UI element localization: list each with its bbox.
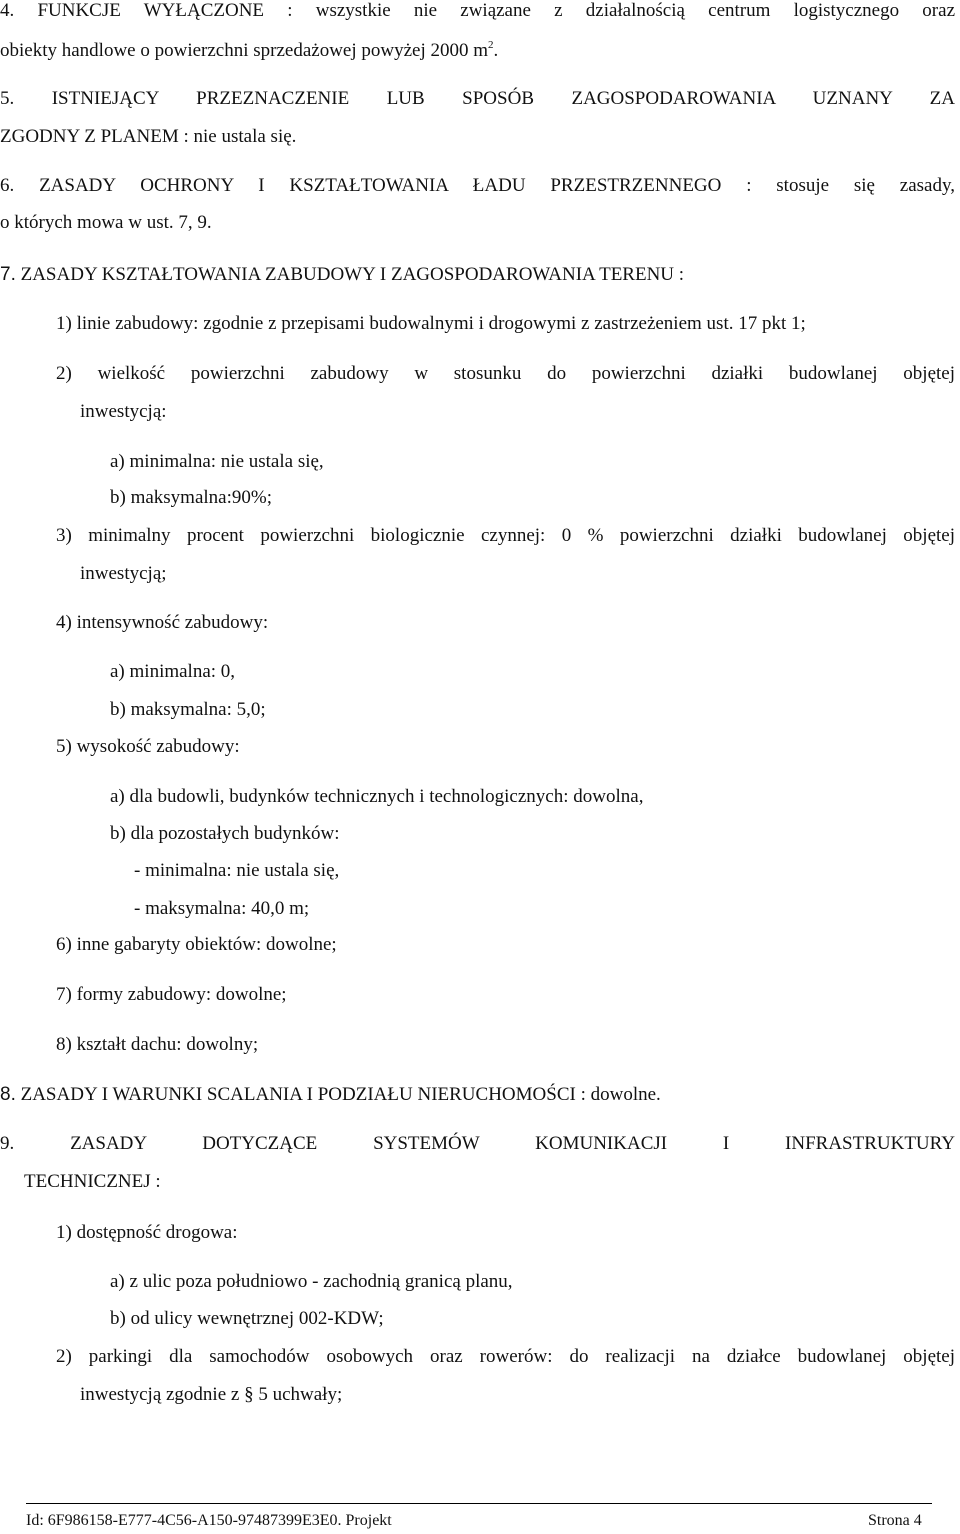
section-9-item-2-line1: 2) parkingi dla samochodów osobowych oraz rowerów: do realizacji na działce budowlanej objętej xyxy=(56,1346,955,1367)
section-7-item-5b-min: - minimalna: nie ustala się, xyxy=(134,860,340,881)
section-6-line2: o których mowa w ust. 7, 9. xyxy=(0,212,212,233)
section-5-number: 5. xyxy=(0,88,15,109)
section-9-item-2-line2: inwestycją zgodnie z § 5 uchwały; xyxy=(80,1384,343,1405)
section-8-heading: ZASADY I WARUNKI SCALANIA I PODZIAŁU NIERUCHOMOŚCI xyxy=(20,1084,576,1105)
section-6-line1: 6. ZASADY OCHRONY I KSZTAŁTOWANIA ŁADU PRZESTRZENNEGO : stosuje się zasady, xyxy=(0,175,955,196)
section-7-item-6: 6) inne gabaryty obiektów: dowolne; xyxy=(56,934,337,955)
footer-page-number: Strona 4 xyxy=(868,1512,922,1529)
section-9-item-1a: a) z ulic poza południowo - zachodnią granicą planu, xyxy=(110,1271,513,1292)
section-7-item-5a: a) dla budowli, budynków technicznych i technologicznych: dowolna, xyxy=(110,786,644,807)
footer-document-id: Id: 6F986158-E777-4C56-A150-97487399E3E0. Projekt xyxy=(26,1512,392,1529)
section-8-text: dowolne. xyxy=(590,1084,661,1105)
section-6-number: 6. xyxy=(0,175,15,196)
section-9-item-1: 1) dostępność drogowa: xyxy=(56,1222,238,1243)
section-6-text: stosuje się zasady, xyxy=(776,175,955,196)
section-4-line2: obiekty handlowe o powierzchni sprzedażowej powyżej 2000 $m^2$. xyxy=(0,39,499,61)
section-7-item-5b-max: - maksymalna: 40,0 m; xyxy=(134,898,310,919)
section-4-number: 4. xyxy=(0,0,15,21)
section-7-item-5b: b) dla pozostałych budynków: xyxy=(110,823,340,844)
section-7-item-4a: a) minimalna: 0, xyxy=(110,661,236,682)
section-7-item-2a: a) minimalna: nie ustala się, xyxy=(110,451,324,472)
section-4-heading: FUNKCJE WYŁĄCZONE xyxy=(37,0,265,21)
section-7-item-2b: b) maksymalna:90%; xyxy=(110,487,272,508)
section-5-heading: ISTNIEJĄCY PRZEZNACZENIE LUB SPOSÓB ZAGOSPODAROWANIA UZNANY ZA xyxy=(51,88,955,109)
section-5-text: nie ustala się. xyxy=(193,126,297,147)
section-5-heading-line1 xyxy=(0,88,955,110)
section-6-heading: ZASADY OCHRONY I KSZTAŁTOWANIA ŁADU PRZESTRZENNEGO xyxy=(39,175,722,196)
section-7-number: 7. xyxy=(0,264,16,285)
section-7-item-1: 1) linie zabudowy: zgodnie z przepisami budowalnymi i drogowymi z zastrzeżeniem ust. 17 pkt 1; xyxy=(56,313,806,334)
section-5-line2: ZGODNY Z PLANEM : nie ustala się. xyxy=(0,126,297,147)
section-7-item-4: 4) intensywność zabudowy: xyxy=(56,612,269,633)
section-7-heading: ZASADY KSZTAŁTOWANIA ZABUDOWY I ZAGOSPODAROWANIA TERENU xyxy=(20,264,675,285)
section-7-item-8: 8) kształt dachu: dowolny; xyxy=(56,1034,259,1055)
section-7-item-2-line1: 2) wielkość powierzchni zabudowy w stosunku do powierzchni działki budowlanej objętej xyxy=(56,363,955,384)
footer-divider xyxy=(26,1503,932,1504)
section-8-line: 8. ZASADY I WARUNKI SCALANIA I PODZIAŁU NIERUCHOMOŚCI : dowolne. xyxy=(0,1084,661,1105)
section-7-item-3-line1: 3) minimalny procent powierzchni biologicznie czynnej: 0 % powierzchni działki budowlanej objętej xyxy=(56,525,955,546)
section-9-number: 9. xyxy=(0,1133,15,1154)
section-7-item-3-line2: inwestycją; xyxy=(80,563,167,584)
section-9-heading-line2: TECHNICZNEJ : xyxy=(24,1171,161,1192)
section-4-line1: 4. FUNKCJE WYŁĄCZONE : wszystkie nie związane z działalnością centrum logistycznego oraz xyxy=(0,0,956,21)
section-7-item-5: 5) wysokość zabudowy: xyxy=(56,736,240,757)
section-7-heading-line: 7. ZASADY KSZTAŁTOWANIA ZABUDOWY I ZAGOSPODAROWANIA TERENU : xyxy=(0,264,685,285)
section-9-item-1b: b) od ulicy wewnętrznej 002-KDW; xyxy=(110,1308,384,1329)
section-7-item-4b: b) maksymalna: 5,0; xyxy=(110,699,266,720)
section-7-item-2-line2: inwestycją: xyxy=(80,401,167,422)
section-9-heading-line1 xyxy=(0,1133,955,1155)
section-7-item-7: 7) formy zabudowy: dowolne; xyxy=(56,984,287,1005)
section-9-heading: ZASADY DOTYCZĄCE SYSTEMÓW KOMUNIKACJI I INFRASTRUKTURY xyxy=(70,1133,955,1154)
section-4-text: wszystkie nie związane z działalnością centrum logistycznego oraz xyxy=(315,0,956,21)
section-8-number: 8. xyxy=(0,1084,16,1105)
